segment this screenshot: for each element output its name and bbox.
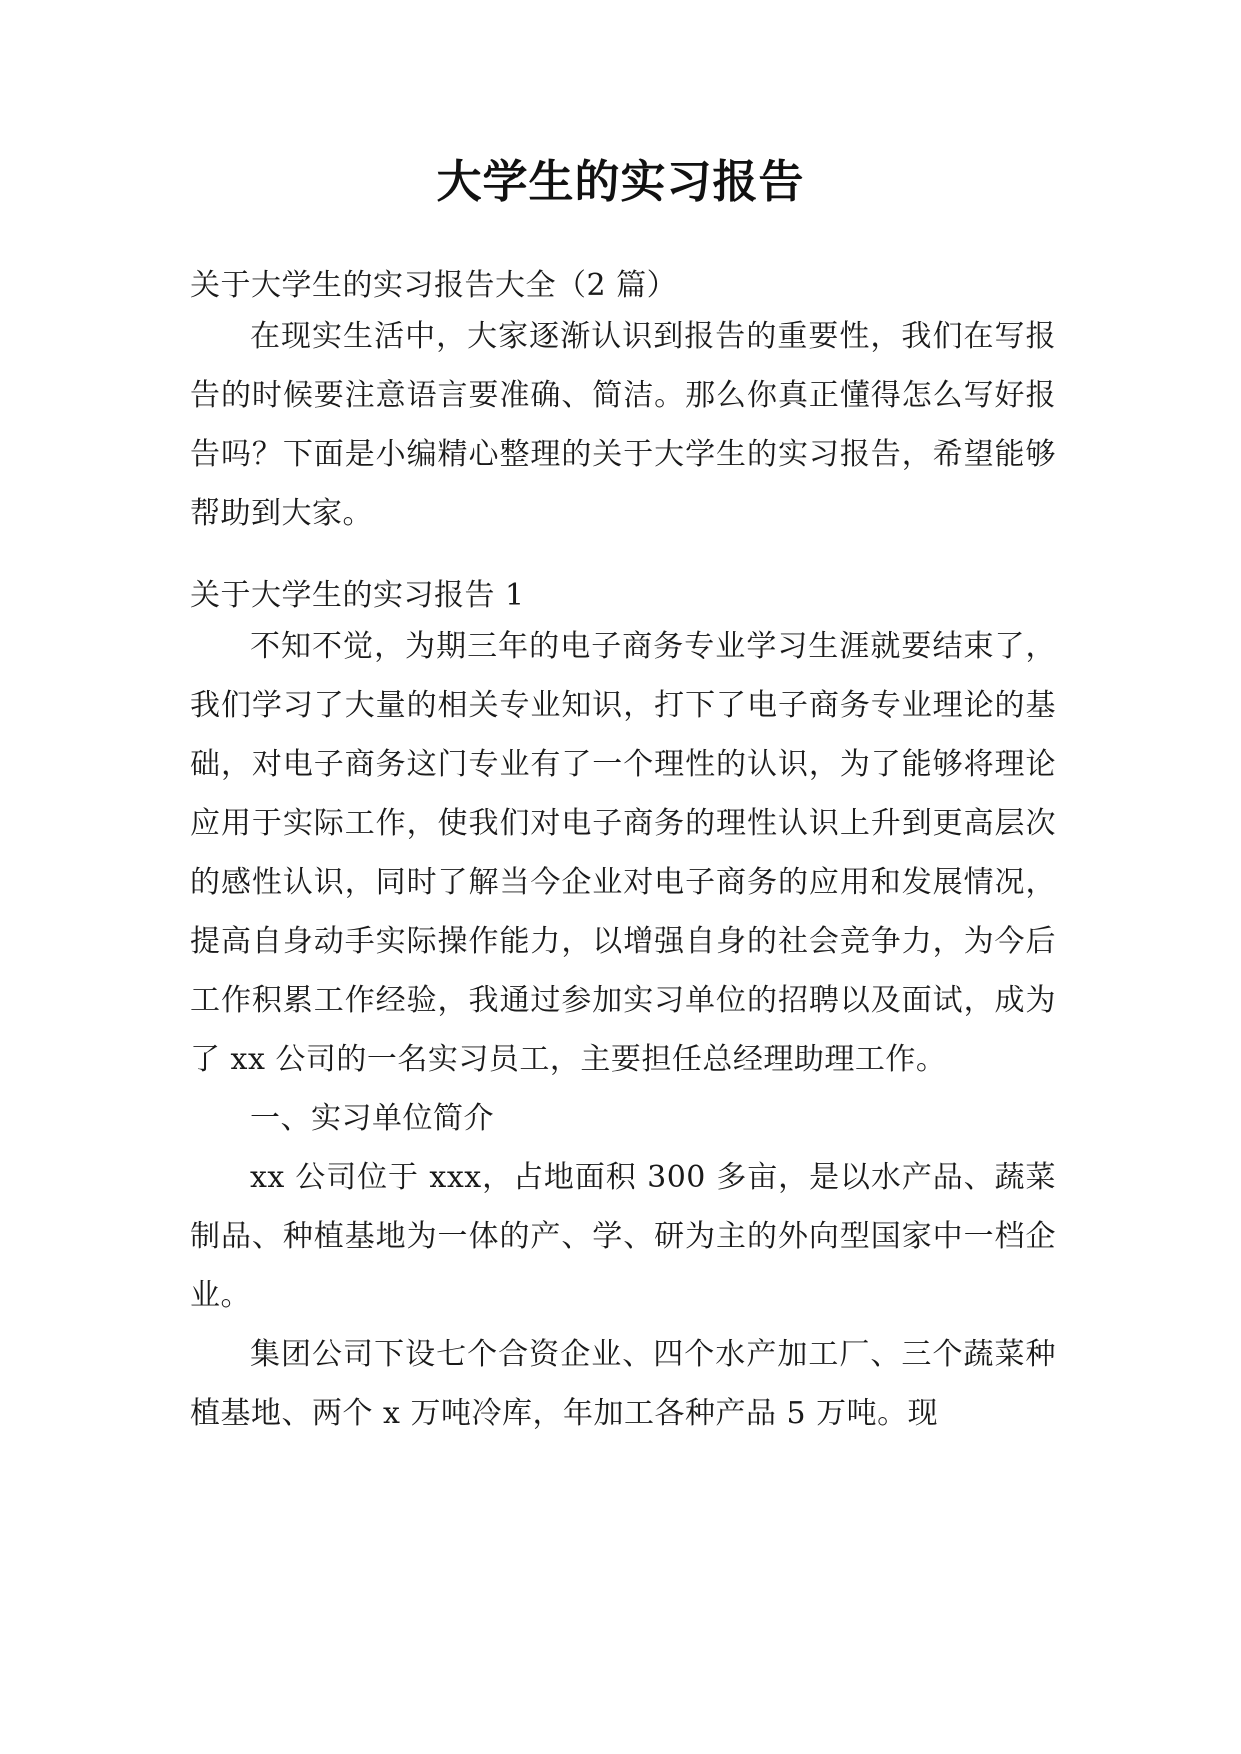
body-paragraph: 不知不觉，为期三年的电子商务专业学习生涯就要结束了，我们学习了大量的相关专业知识，打下了电子商务专业理论的基础，对电子商务这门专业有了一个理性的认识，为了能够将理论应用于实际工作，使我们对电子商务的理性认识上升到更高层次的感性认识，同时了解当今企业对电子商务的应用和发展情况，提高自身动手实际操作能力，以增强自身的社会竞争力，为今后工作积累工作经验，我通过参加实习单位的招聘以及面试，成为了 xx 公司的一名实习员工，主要担任总经理助理工作。: [190, 629, 1056, 1077]
subsection-heading: 一、实习单位简介: [250, 1101, 494, 1136]
body-paragraph: 集团公司下设七个合资企业、四个水产加工厂、三个蔬菜种植基地、两个 x 万吨冷库，年加工各种产品 5 万吨。现: [190, 1337, 1056, 1431]
intro-heading: 关于大学生的实习报告大全（2 篇）: [190, 268, 678, 303]
document-title: 大学生的实习报告: [436, 155, 805, 208]
body-paragraph: xx 公司位于 xxx，占地面积 300 多亩，是以水产品、蔬菜制品、种植基地为一体的产、学、研为主的外向型国家中一档企业。: [190, 1160, 1056, 1313]
section-body: [190, 617, 1056, 1443]
section-heading: 关于大学生的实习报告 1: [190, 578, 525, 613]
intro-body: [190, 307, 1056, 543]
intro-paragraph: 在现实生活中，大家逐渐认识到报告的重要性，我们在写报告的时候要注意语言要准确、简洁。那么你真正懂得怎么写好报告吗？下面是小编精心整理的关于大学生的实习报告，希望能够帮助到大家。: [190, 319, 1056, 531]
